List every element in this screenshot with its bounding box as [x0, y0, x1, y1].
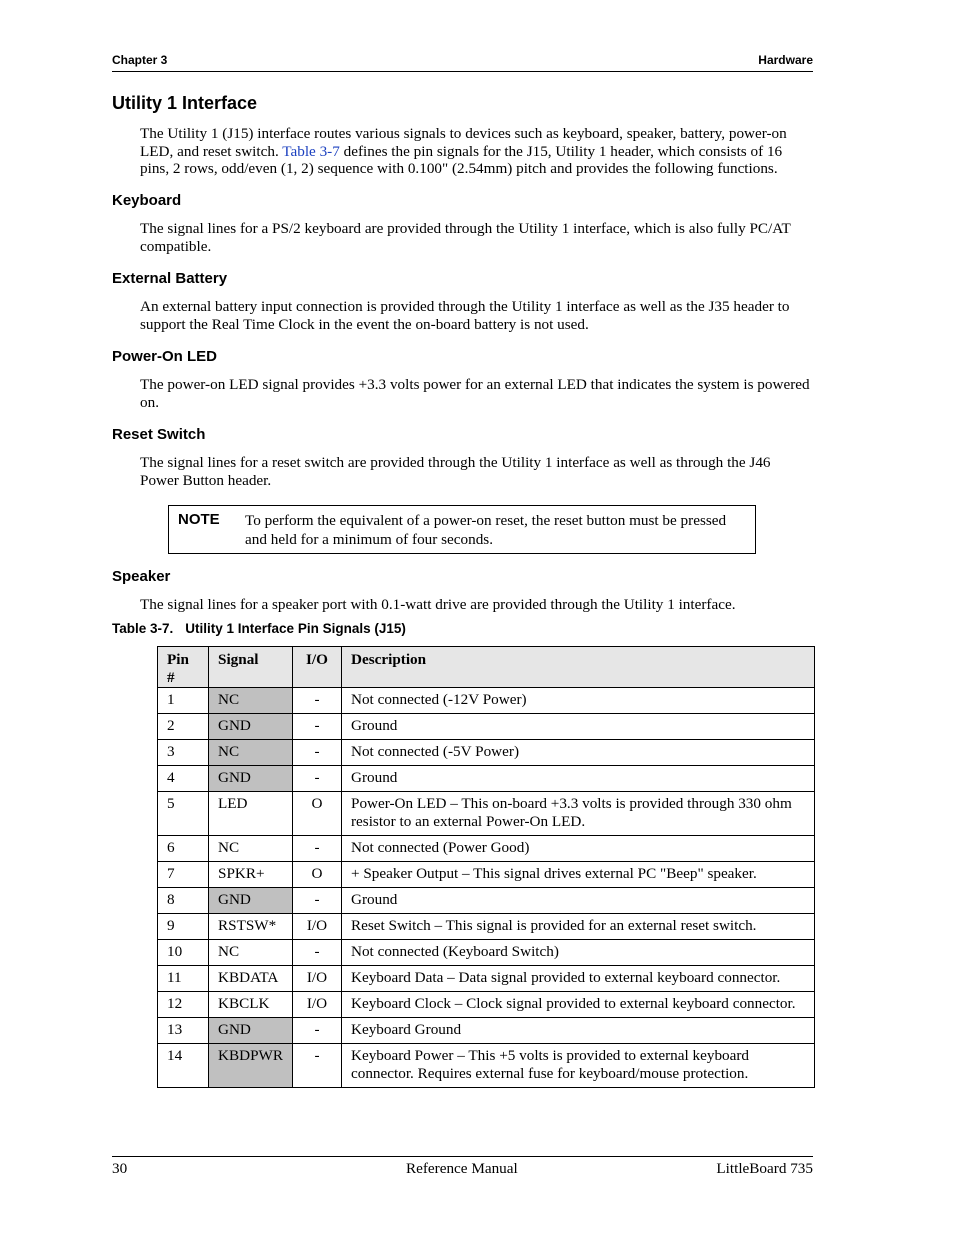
page-number: 30 [112, 1160, 128, 1177]
intro-text-1: The Utility 1 (J15) interface routes various signals to devices such as keyboard, speaker, battery, power-on LED, and reset switch. [140, 125, 787, 160]
io-cell: - [293, 836, 342, 862]
table-row [158, 1044, 815, 1088]
table-row [158, 888, 815, 914]
led-paragraph: The power-on LED signal provides +3.3 volts power for an external LED that indicates the system is powered on. [140, 376, 810, 411]
table-row [158, 940, 815, 966]
signal-cell: KBCLK [209, 992, 293, 1018]
description-cell: Not connected (Power Good) [342, 836, 815, 862]
description-cell: Keyboard Data – Data signal provided to external keyboard connector. [342, 966, 815, 992]
table-header-row [158, 647, 815, 688]
table-caption-title: Utility 1 Interface Pin Signals (J15) [185, 621, 406, 636]
pin-cell: 2 [158, 714, 209, 740]
signal-cell: GND [209, 1018, 293, 1044]
pin-cell: 5 [158, 792, 209, 836]
pin-cell: 4 [158, 766, 209, 792]
note-text: To perform the equivalent of a power-on reset, the reset button must be pressed and held for a minimum of four seconds. [245, 512, 727, 548]
signal-cell: GND [209, 766, 293, 792]
signal-cell: RSTSW* [209, 914, 293, 940]
signal-cell: GND [209, 714, 293, 740]
reset-heading: Reset Switch [112, 426, 206, 443]
signal-cell: GND [209, 888, 293, 914]
chapter-label: Chapter 3 [112, 53, 168, 67]
io-cell: - [293, 688, 342, 714]
led-heading: Power-On LED [112, 348, 218, 365]
table-row [158, 862, 815, 888]
io-cell: - [293, 766, 342, 792]
table-row [158, 966, 815, 992]
description-cell: Not connected (Keyboard Switch) [342, 940, 815, 966]
io-cell: - [293, 740, 342, 766]
note-label: NOTE [178, 511, 220, 528]
description-cell: Not connected (-5V Power) [342, 740, 815, 766]
battery-heading: External Battery [112, 270, 228, 287]
description-cell: Keyboard Ground [342, 1018, 815, 1044]
io-cell: - [293, 888, 342, 914]
description-cell: Power-On LED – This on-board +3.3 volts is provided through 330 ohm resistor to an external Power-On LED. [342, 792, 815, 836]
description-cell: + Speaker Output – This signal drives external PC "Beep" speaker. [342, 862, 815, 888]
table-row [158, 992, 815, 1018]
running-header [112, 52, 813, 72]
reset-paragraph: The signal lines for a reset switch are provided through the Utility 1 interface as well as through the J46 Power Button header. [140, 454, 771, 489]
header-signal: Signal [209, 647, 293, 688]
table-row [158, 766, 815, 792]
pin-cell: 9 [158, 914, 209, 940]
pin-cell: 11 [158, 966, 209, 992]
table-row [158, 914, 815, 940]
header-io: I/O [293, 647, 342, 688]
signal-cell: LED [209, 792, 293, 836]
document-title: Reference Manual [406, 1160, 518, 1177]
pin-signals-table [157, 646, 815, 1088]
keyboard-paragraph: The signal lines for a PS/2 keyboard are provided through the Utility 1 interface, which is also fully PC/AT compatible. [140, 220, 791, 255]
description-cell: Ground [342, 766, 815, 792]
pin-cell: 13 [158, 1018, 209, 1044]
speaker-paragraph: The signal lines for a speaker port with 0.1-watt drive are provided through the Utility 1 interface. [140, 596, 736, 613]
pin-cell: 3 [158, 740, 209, 766]
page-footer [112, 1156, 813, 1177]
io-cell: - [293, 1044, 342, 1088]
table-row [158, 792, 815, 836]
description-cell: Ground [342, 888, 815, 914]
description-cell: Keyboard Clock – Clock signal provided to external keyboard connector. [342, 992, 815, 1018]
note-box [168, 505, 756, 554]
io-cell: - [293, 714, 342, 740]
page-title: Utility 1 Interface [112, 93, 258, 113]
io-cell: I/O [293, 966, 342, 992]
table-caption-number: Table 3-7. [112, 621, 174, 636]
io-cell: - [293, 940, 342, 966]
pin-cell: 6 [158, 836, 209, 862]
table-caption [112, 621, 406, 636]
description-cell: Keyboard Power – This +5 volts is provided to external keyboard connector. Requires external fuse for keyboard/mouse protection. [342, 1044, 815, 1088]
pin-cell: 7 [158, 862, 209, 888]
signal-cell: NC [209, 940, 293, 966]
io-cell: - [293, 1018, 342, 1044]
signal-cell: NC [209, 688, 293, 714]
table-reference-link[interactable]: Table 3-7 [282, 142, 340, 160]
section-label: Hardware [758, 53, 813, 67]
signal-cell: NC [209, 836, 293, 862]
description-cell: Reset Switch – This signal is provided for an external reset switch. [342, 914, 815, 940]
signal-cell: NC [209, 740, 293, 766]
description-cell: Not connected (-12V Power) [342, 688, 815, 714]
product-name: LittleBoard 735 [716, 1160, 813, 1177]
intro-paragraph [140, 125, 812, 178]
io-cell: I/O [293, 914, 342, 940]
io-cell: O [293, 862, 342, 888]
table-row [158, 740, 815, 766]
speaker-heading: Speaker [112, 568, 171, 585]
pin-cell: 10 [158, 940, 209, 966]
io-cell: O [293, 792, 342, 836]
table-row [158, 714, 815, 740]
pin-cell: 14 [158, 1044, 209, 1088]
header-description: Description [342, 647, 815, 688]
intro-text-2: defines the pin signals for the J15, Utility 1 header, which consists of 16 pins, 2 rows, odd/even (1, 2) sequence with 0.100" (2.54mm) pitch and provides the following functions. [140, 142, 783, 177]
pin-cell: 1 [158, 688, 209, 714]
pin-cell: 12 [158, 992, 209, 1018]
table-row [158, 1018, 815, 1044]
pin-cell: 8 [158, 888, 209, 914]
keyboard-heading: Keyboard [112, 192, 182, 209]
description-cell: Ground [342, 714, 815, 740]
io-cell: I/O [293, 992, 342, 1018]
header-pin: Pin # [158, 647, 209, 688]
signal-cell: KBDPWR [209, 1044, 293, 1088]
battery-paragraph: An external battery input connection is provided through the Utility 1 interface as well as the J35 header to support the Real Time Clock in the event the on-board battery is not used. [140, 298, 790, 333]
signal-cell: SPKR+ [209, 862, 293, 888]
table-row [158, 688, 815, 714]
signal-cell: KBDATA [209, 966, 293, 992]
table-row [158, 836, 815, 862]
